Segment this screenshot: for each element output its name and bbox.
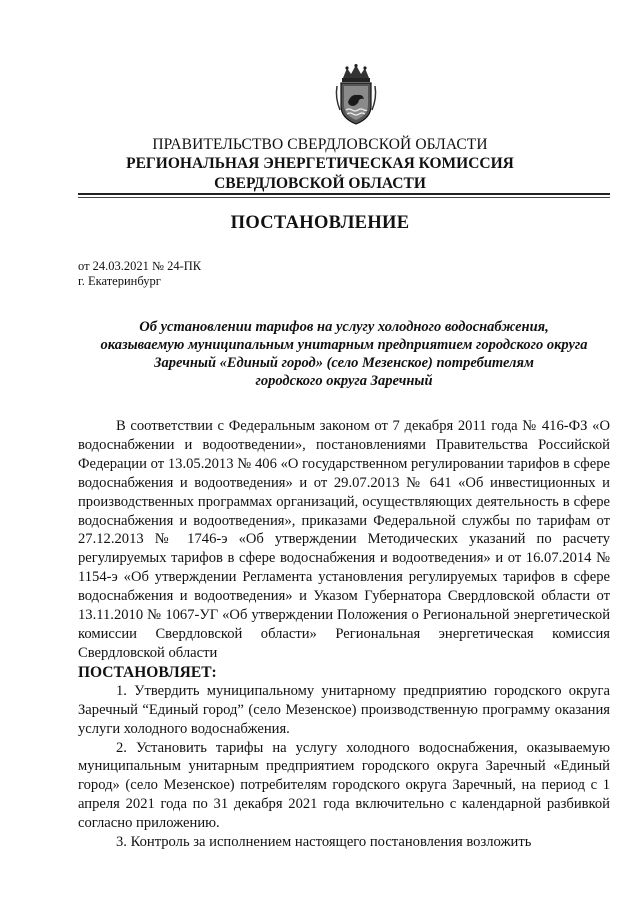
- subject-line: Заречный «Единый город» (село Мезенское) потребителям: [154, 355, 534, 371]
- decree-heading: ПОСТАНОВЛЯЕТ:: [78, 663, 217, 681]
- decree-item-3: 3. Контроль за исполнением настоящего постановления возложить: [116, 834, 532, 851]
- subject-line: оказываемую муниципальным унитарным предприятием городского округа: [100, 337, 588, 353]
- document-type-title: ПОСТАНОВЛЕНИЕ: [230, 213, 410, 233]
- header-divider-thick: [78, 193, 610, 195]
- org-name-government: ПРАВИТЕЛЬСТВО СВЕРДЛОВСКОЙ ОБЛАСТИ: [152, 136, 488, 153]
- org-name-region: СВЕРДЛОВСКОЙ ОБЛАСТИ: [214, 175, 426, 192]
- sverdlovsk-coat-of-arms-icon: [333, 64, 379, 126]
- subject-line: Об установлении тарифов на услугу холодного водоснабжения,: [139, 319, 549, 335]
- decree-item-2: 2. Установить тарифы на услугу холодного водоснабжения, оказываемую муниципальным унитарным предприятием городского округа Заречный «Единый город» (село Мезенское) потребителям городского округа Заречный, на период с 1 апреля 2021 года по 31 декабря 2021 года включительно с календарной разбивкой согласно приложению.: [78, 739, 610, 832]
- decree-item-1: 1. Утвердить муниципальному унитарному предприятию городского округа Заречный “Единый город” (село Мезенское) производственную программу оказания услуги холодного водоснабжения.: [78, 682, 610, 737]
- document-date-number: от 24.03.2021 № 24-ПК: [78, 259, 202, 273]
- org-name-commission: РЕГИОНАЛЬНАЯ ЭНЕРГЕТИЧЕСКАЯ КОМИССИЯ: [126, 155, 514, 172]
- document-body: [78, 417, 610, 852]
- preamble-paragraph: В соответствии с Федеральным законом от 7 декабря 2011 года № 416-ФЗ «О водоснабжении и водоотведении», постановлениями Правительства Российской Федерации от 13.05.2013 № 406 «О государственном регулировании тарифов в сфере водоснабжения и водоотведения» и от 29.07.2013 № 641 «Об инвестиционных и производственных программах организаций, осуществляющих деятельность в сфере водоснабжения и водоотведения», приказами Федеральной службы по тарифам от 27.12.2013 № 1746-э «Об утверждении Методических указаний по расчету регулируемых тарифов в сфере водоснабжения и водоотведения» и от 16.07.2014 № 1154-э «Об утверждении Регламента установления регулируемых тарифов в сфере водоснабжения и водоотведения» и Указом Губернатора Свердловской области от 13.11.2010 № 1067-УГ «Об утверждении Положения о Региональной энергетической комиссии Свердловской области» Региональная энергетическая комиссия Свердловской области: [78, 418, 610, 661]
- document-city: г. Екатеринбург: [78, 274, 161, 288]
- document-subject: [78, 318, 610, 390]
- subject-line: городского округа Заречный: [255, 373, 433, 389]
- header-divider-thin: [78, 197, 610, 198]
